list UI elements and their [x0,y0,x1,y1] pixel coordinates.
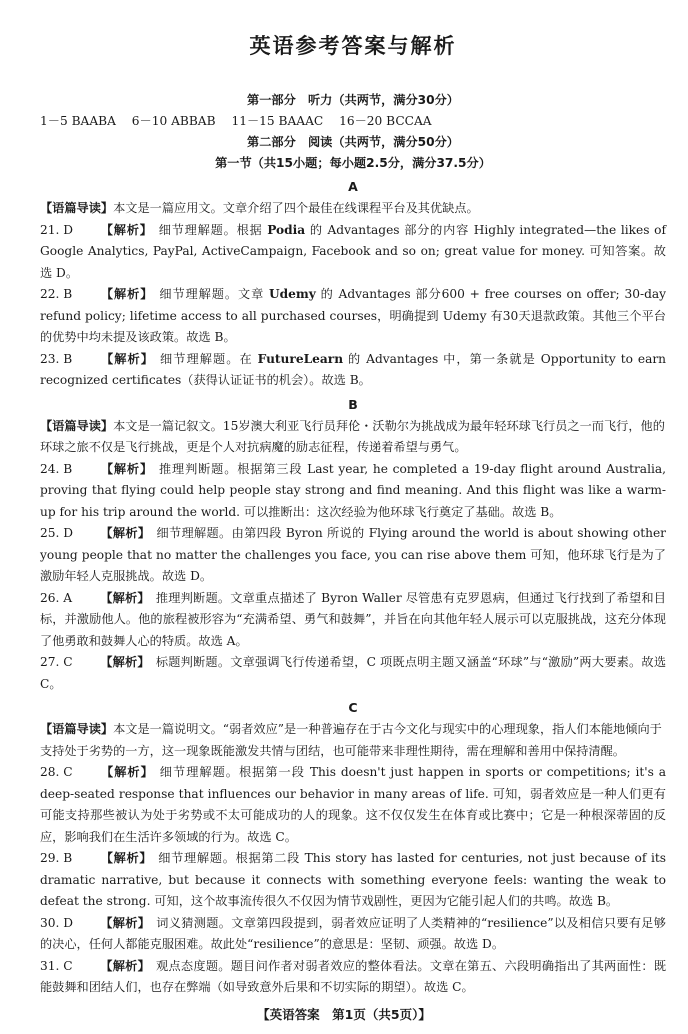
passage-letter: A [348,179,358,194]
question-number: 29. B [40,851,73,865]
analysis-text-cont: 的 Advantages 部分的内容 Highly integrated—the likes of Google Analytics, PayPal, ActiveCampaign, Facebook and so on; great value for money. 可知答案。故选 D。 [40,222,667,280]
platform-name: Udemy [268,287,316,301]
passage-letter: B [348,396,358,412]
platform-name: FutureLearn [257,351,344,366]
answer-item [40,349,666,392]
answer-group: 16－20 BCCAA [339,114,432,128]
analysis-text: 细节理解题。文章 [159,287,269,301]
answer-item [40,284,666,349]
answer-group: 11－15 BAAAC [231,114,324,128]
answer-group: 6－10 ABBAB [131,114,216,128]
passages [40,176,666,999]
analysis-tag: 【解析】 [100,915,151,930]
listening-answers [40,111,666,132]
answer-item [40,459,666,524]
analysis-tag: 【解析】 [100,655,150,669]
question-number: 22. B [40,287,73,301]
intro-label: 【语篇导读】 [40,418,114,433]
analysis-tag: 【解析】 [100,765,154,779]
answer-item [40,588,666,653]
answer-item [40,652,666,695]
platform-name: Podia [267,222,306,237]
answer-item [40,956,666,999]
question-number: 28. C [40,765,73,779]
question-number: 31. C [40,958,73,973]
analysis-text: 细节理解题。根据 [158,222,268,237]
analysis-tag: 【解析】 [100,222,153,237]
analysis-tag: 【解析】 [100,958,151,973]
answer-item [40,220,666,285]
intro-label: 【语篇导读】 [40,722,114,736]
passage-intro [40,719,666,762]
analysis-text: 推理判断题。文章重点描述了 Byron Waller 尽管患有克罗恩病，但通过飞行找到了希望和目标，并激励他人。他的旅程被形容为“充满希望、勇气和鼓舞”，并旨在向其他年轻人展示可以克服挑战，这充分体现了他勇敢和鼓舞人心的特质。故选 A。 [40,590,666,648]
analysis-tag: 【解析】 [100,287,154,301]
page-footer: 【英语答案 第1页（共5页）】 [257,1007,431,1022]
question-number: 24. B [40,461,73,476]
analysis-text: 细节理解题。根据第二段 This story has lasted for centuries, not just because of its dramatic narrative, but because it connects with something everyone feels: wanting the weak to defeat the strong. 可知，这个故事流传很久不仅因为情节戏剧性，更因为它能引起人们的共鸣。故选 B。 [40,851,666,908]
passage-letter: C [348,700,358,715]
analysis-text: 推理判断题。根据第三段 Last year, he completed a 19-day flight around Australia, proving that flying could help people stay strong and find meaning. And this flight was like a warm-up for his trip around the world. 可以推断出：这次经验为他环球飞行奠定了基础。故选 B。 [40,461,667,519]
analysis-tag: 【解析】 [100,526,151,540]
answer-item [40,913,666,956]
analysis-text: 细节理解题。根据第一段 This doesn't just happen in sports or competitions; it's a deep-seated response that influences our behavior in many areas of life. 可知，弱者效应是一种人们更有可能支持那些被认为处于劣势或不太可能成功的人的现象。这不仅仅发生在体育或比赛中；它是一种根深蒂固的反应，影响我们在生活许多领域的行为。故选 C。 [40,765,666,844]
analysis-tag: 【解析】 [100,351,155,366]
analysis-text: 词义猜测题。文章第四段提到，弱者效应证明了人类精神的“resilience”以及相信只要有足够的决心，任何人都能克服困难。故此处“resilience”的意思是：坚韧、顽强。故选 D。 [40,915,666,951]
passage-intro [40,416,666,459]
analysis-tag: 【解析】 [100,461,154,476]
question-number: 26. A [40,590,73,605]
answer-group: 1－5 BAABA [40,114,116,128]
question-number: 21. D [40,222,74,237]
page-title: 英语参考答案与解析 [249,34,457,58]
answer-item [40,762,666,848]
section1-heading: 第一节（共15小题；每小题2.5分，满分37.5分） [215,156,491,170]
answer-item [40,848,666,913]
question-number: 25. D [40,526,74,540]
question-number: 30. D [40,915,74,930]
intro-text: 本文是一篇应用文。文章介绍了四个最佳在线课程平台及其优缺点。 [113,201,479,215]
passage-intro [40,198,666,220]
question-number: 23. B [40,351,73,366]
intro-label: 【语篇导读】 [40,201,114,215]
analysis-text-cont: 的 Advantages 部分600 + free courses on offer; 30-day refund policy; lifetime access to all purchased courses，明确提到 Udemy 有30天退款政策。其他三个平台的优势中均未提及该政策。故选 B。 [40,287,667,344]
intro-text: 本文是一篇记叙文。15岁澳大利亚飞行员拜伦・沃勒尔为挑战成为最年轻环球飞行员之一而飞行，他的环球之旅不仅是飞行挑战，更是个人对抗病魔的励志征程，传递着希望与勇气。 [40,418,665,454]
analysis-tag: 【解析】 [100,590,150,605]
analysis-text: 细节理解题。在 [160,351,258,366]
analysis-tag: 【解析】 [100,851,153,865]
analysis-text-cont: 的 Advantages 中，第一条就是 Opportunity to earn recognized certificates（获得认证证书的机会）。故选 B。 [40,351,667,387]
intro-text: 本文是一篇说明文。“弱者效应”是一种普遍存在于古今文化与现实中的心理现象，指人们本能地倾向于支持处于劣势的一方，这一现象既能激发共情与团结，也可能带来非理性期待，需在理解和善用中保持清醒。 [40,722,662,758]
part1-heading: 第一部分 听力（共两节，满分30分） [247,93,459,107]
analysis-text: 细节理解题。由第四段 Byron 所说的 Flying around the world is about showing other young people that no matter the challenges you face, you can rise above them 可知，他环球飞行是为了激励年轻人克服挑战。故选 D。 [40,526,667,583]
part2-heading: 第二部分 阅读（共两节，满分50分） [247,135,459,149]
analysis-text: 观点态度题。题目问作者对弱者效应的整体看法。文章在第五、六段明确指出了其两面性：既能鼓舞和团结人们，也存在弊端（如导致意外后果和不切实际的期望）。故选 C。 [40,958,667,994]
analysis-text: 标题判断题。文章强调飞行传递希望，C 项既点明主题又涵盖“环球”与“激励”两大要素。故选 C。 [40,655,667,691]
question-number: 27. C [40,655,73,669]
answer-item [40,523,666,588]
